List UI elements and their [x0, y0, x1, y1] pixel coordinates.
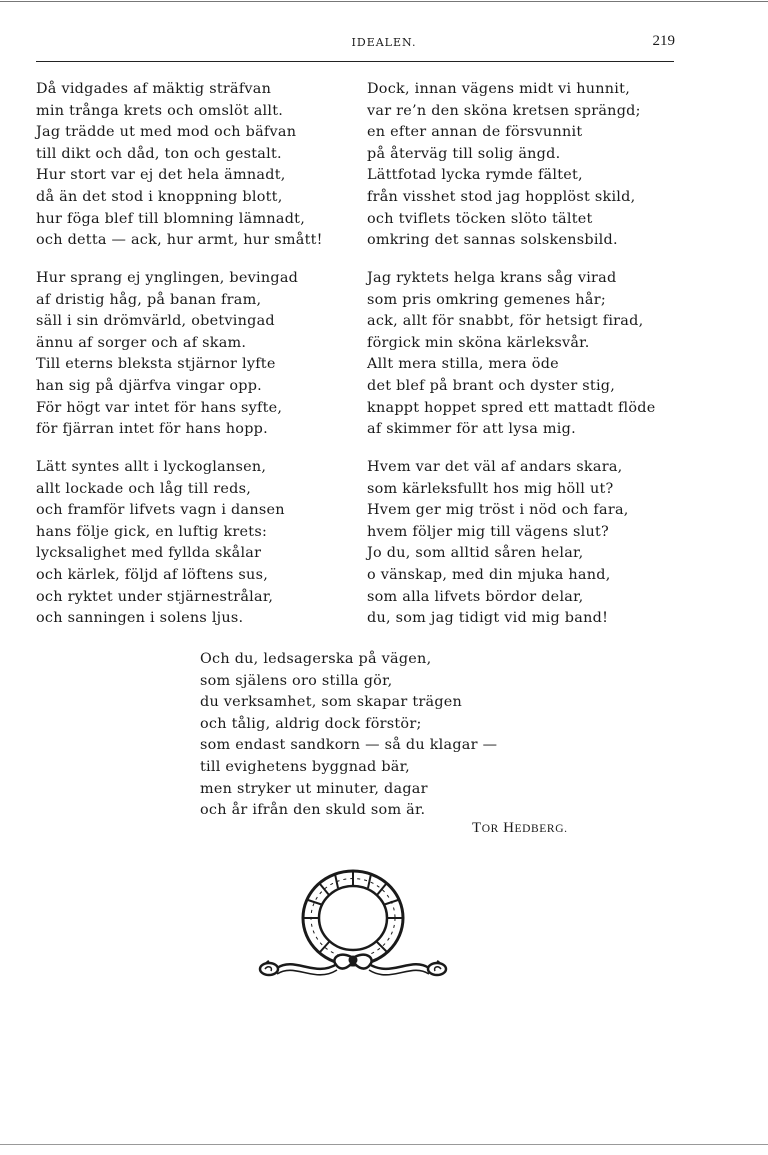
verse-line: och kärlek, följd af löftens sus,	[36, 566, 269, 583]
verse-line: Jag trädde ut med mod och bäfvan	[36, 124, 297, 141]
verse-line: Jo du, som alltid såren helar,	[367, 545, 584, 562]
verse-line: Lättfotad lycka rymde fältet,	[367, 167, 583, 184]
verse-line: var re’n den sköna kretsen sprängd;	[367, 102, 641, 119]
right-stanza-2	[367, 268, 656, 441]
verse-line: o vänskap, med din mjuka hand,	[367, 566, 611, 583]
verse-line: som pris omkring gemenes hår;	[367, 291, 606, 308]
verse-line: omkring det sannas solskensbild.	[367, 232, 618, 249]
verse-line: han sig på djärfva vingar opp.	[36, 377, 262, 394]
verse-line: knappt hoppet spred ett mattadt flöde	[367, 399, 656, 416]
right-stanza-3	[367, 457, 629, 630]
verse-line: hvem följer mig till vägens slut?	[367, 523, 610, 540]
verse-line: en efter annan de försvunnit	[367, 124, 583, 141]
verse-line: på återväg till solig ängd.	[367, 145, 561, 162]
verse-line: ack, allt för snabbt, för hetsigt firad,	[367, 313, 644, 330]
verse-line: och detta — ack, hur armt, hur smått!	[36, 232, 323, 249]
left-stanza-2	[36, 268, 298, 441]
verse-line: allt lockade och låg till reds,	[36, 480, 252, 497]
header-rule	[36, 61, 674, 62]
verse-line: och sanningen i solens ljus.	[36, 610, 244, 627]
verse-line: men stryker ut minuter, dagar	[200, 780, 428, 797]
verse-line: förgick min sköna kärleksvår.	[367, 334, 590, 351]
verse-line: Och du, ledsagerska på vägen,	[200, 651, 432, 667]
verse-line: af skimmer för att lysa mig.	[367, 421, 576, 438]
page-bottom-edge	[0, 1144, 768, 1145]
verse-line: lycksalighet med fyllda skålar	[36, 545, 262, 562]
left-stanza-1	[36, 79, 323, 252]
verse-line: och tålig, aldrig dock förstör;	[200, 715, 422, 732]
verse-line: som alla lifvets bördor delar,	[367, 588, 584, 605]
final-stanza	[200, 649, 497, 822]
left-stanza-3	[36, 457, 285, 630]
verse-line: då än det stod i knoppning blott,	[36, 188, 283, 205]
verse-line: min trånga krets och omslöt allt.	[36, 102, 284, 119]
wreath-ornament-icon	[255, 866, 455, 990]
verse-line: för fjärran intet för hans hopp.	[36, 421, 268, 438]
verse-line: hur föga blef till blomning lämnadt,	[36, 210, 306, 227]
verse-line: säll i sin drömvärld, obetvingad	[36, 313, 275, 330]
verse-line: som kärleksfullt hos mig höll ut?	[367, 480, 614, 497]
right-stanza-1	[367, 79, 641, 252]
verse-line: Dock, innan vägens midt vi hunnit,	[367, 81, 631, 97]
verse-line: och tviflets töcken slöto tältet	[367, 210, 593, 227]
verse-line: du verksamhet, som skapar trägen	[200, 694, 463, 711]
running-title: IDEALEN.	[351, 36, 417, 49]
verse-line: Lätt syntes allt i lyckoglansen,	[36, 459, 267, 475]
verse-line: Hvem var det väl af andars skara,	[367, 459, 623, 475]
verse-line: Då vidgades af mäktig sträfvan	[36, 81, 272, 97]
verse-line: Hvem ger mig tröst i nöd och fara,	[367, 502, 629, 519]
verse-line: För högt var intet för hans syfte,	[36, 399, 283, 416]
verse-line: Hur stort var ej det hela ämnadt,	[36, 167, 286, 184]
verse-line: det blef på brant och dyster stig,	[367, 377, 616, 394]
verse-line: och framför lifvets vagn i dansen	[36, 502, 285, 519]
verse-line: hans följe gick, en luftig krets:	[36, 523, 268, 540]
verse-line: Jag ryktets helga krans såg virad	[367, 270, 617, 286]
verse-line: ännu af sorger och af skam.	[36, 334, 247, 351]
verse-line: som endast sandkorn — så du klagar —	[200, 737, 498, 754]
verse-line: från visshet stod jag hopplöst skild,	[367, 188, 636, 205]
verse-line: till evighetens byggnad bär,	[200, 758, 410, 775]
verse-line: af dristig håg, på banan fram,	[36, 291, 262, 308]
verse-line: och ryktet under stjärnestrålar,	[36, 588, 274, 605]
page-number: 219	[652, 33, 675, 49]
verse-line: som själens oro stilla gör,	[200, 672, 393, 689]
verse-line: Hur sprang ej ynglingen, bevingad	[36, 270, 299, 286]
verse-line: Allt mera stilla, mera öde	[367, 356, 559, 373]
verse-line: du, som jag tidigt vid mig band!	[367, 610, 609, 627]
verse-line: och år ifrån den skuld som är.	[200, 802, 426, 819]
verse-line: till dikt och dåd, ton och gestalt.	[36, 145, 282, 162]
author-signature: TOR HEDBERG.	[472, 820, 568, 836]
page-top-edge	[0, 1, 768, 2]
verse-line: Till eterns bleksta stjärnor lyfte	[36, 356, 276, 373]
